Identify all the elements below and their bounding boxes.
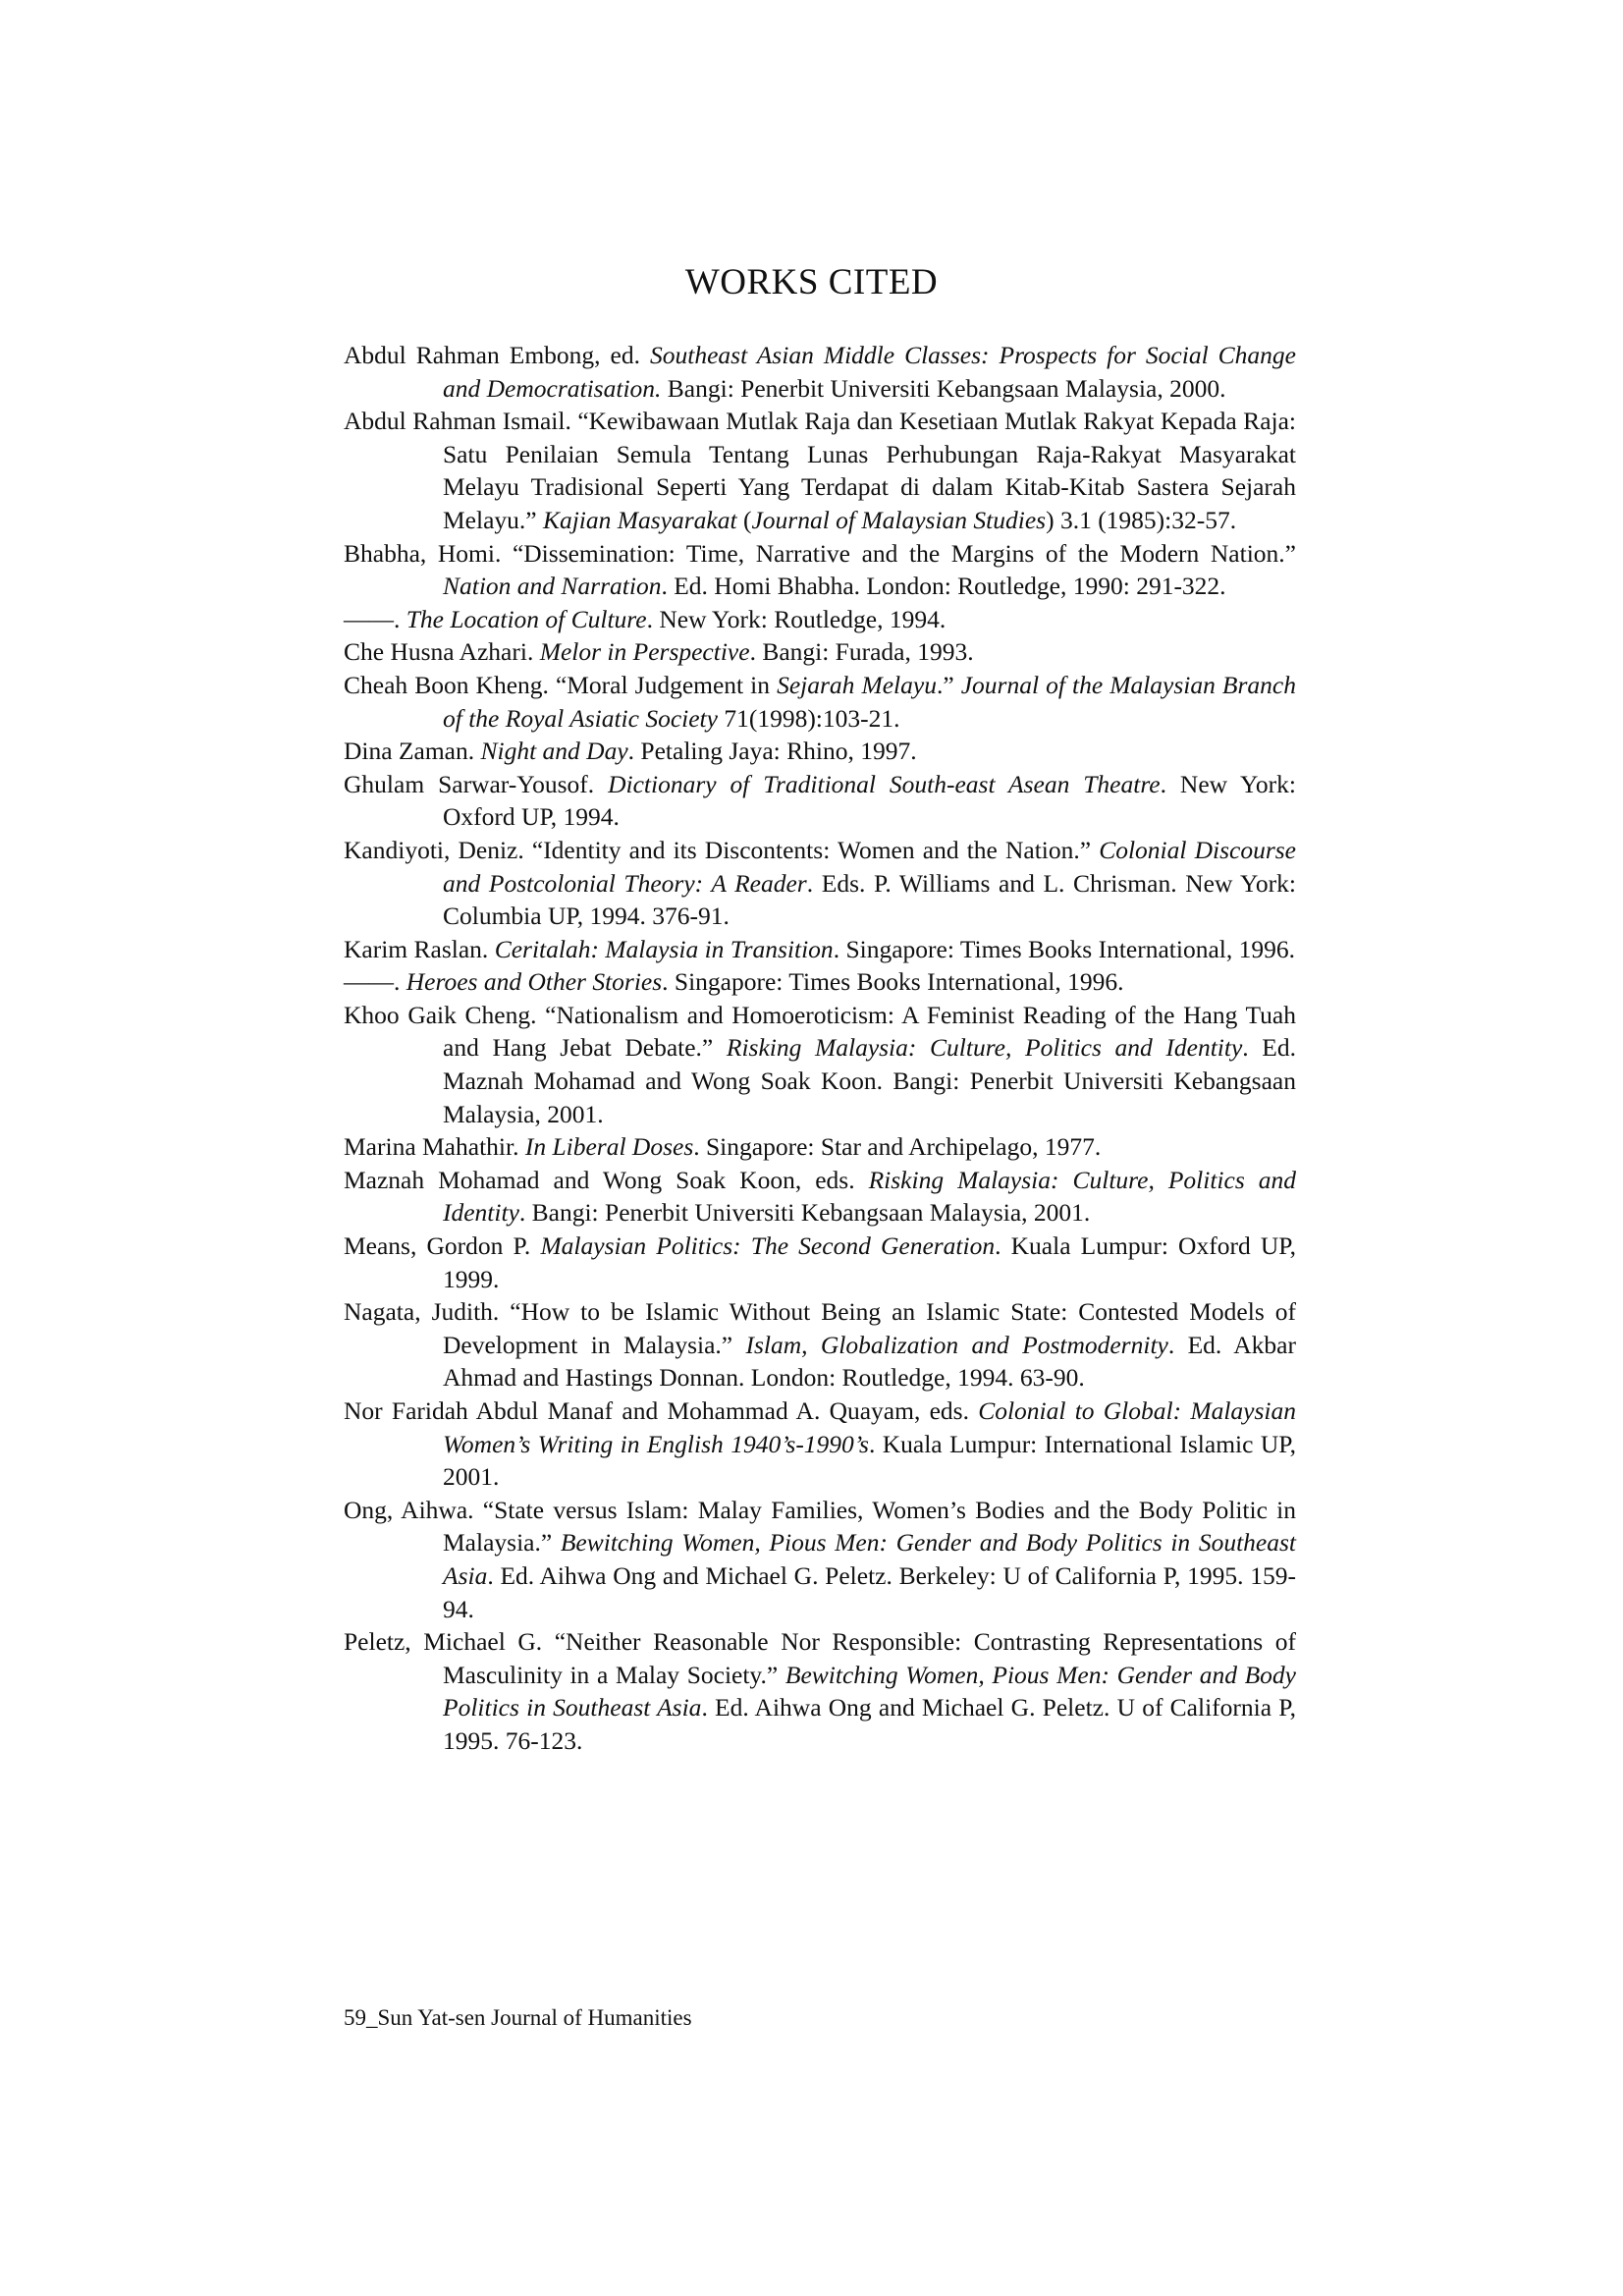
bibliography-entry: Ghulam Sarwar-Yousof. Dictionary of Traditional South-east Asean Theatre. New York: Oxford UP, 1994. xyxy=(344,769,1296,832)
bibliography-entry: ——. The Location of Culture. New York: Routledge, 1994. xyxy=(344,604,947,633)
bibliography-entry: Abdul Rahman Embong, ed. Southeast Asian Middle Classes: Prospects for Social Change and Democratisation. Bangi: Penerbit Universiti Kebangsaan Malaysia, 2000. xyxy=(344,341,1296,403)
bibliography-list xyxy=(344,339,1296,1758)
bibliography-entry: ——. Heroes and Other Stories. Singapore: Times Books International, 1996. xyxy=(344,967,1124,997)
bibliography-entry: Dina Zaman. Night and Day. Petaling Jaya: Rhino, 1997. xyxy=(344,737,917,766)
bibliography-entry: Means, Gordon P. Malaysian Politics: The Second Generation. Kuala Lumpur: Oxford UP, 1999. xyxy=(344,1231,1296,1293)
page-title: WORKS CITED xyxy=(684,262,939,302)
bibliography-entry: Khoo Gaik Cheng. “Nationalism and Homoeroticism: A Feminist Reading of the Hang Tuah and Hang Jebat Debate.” Risking Malaysia: Culture, Politics and Identity. Ed. Maznah Mohamad and Wong Soak Koon. Bangi: Penerbit Universiti Kebangsaan Malaysia, 2001. xyxy=(344,1000,1297,1128)
bibliography-entry: Peletz, Michael G. “Neither Reasonable Nor Responsible: Contrasting Representations of Masculinity in a Malay Society.” Bewitching Women, Pious Men: Gender and Body Politics in Southeast Asia. Ed. Aihwa Ong and Michael G. Peletz. U of California P, 1995. 76-123. xyxy=(344,1627,1296,1755)
bibliography-entry: Maznah Mohamad and Wong Soak Koon, eds. Risking Malaysia: Culture, Politics and Identity. Bangi: Penerbit Universiti Kebangsaan Malaysia, 2001. xyxy=(344,1165,1296,1228)
bibliography-entry: Abdul Rahman Ismail. “Kewibawaan Mutlak Raja dan Kesetiaan Mutlak Rakyat Kepada Raja: Satu Penilaian Semula Tentang Lunas Perhubungan Raja-Rakyat Masyarakat Melayu Tradisional Seperti Yang Terdapat di dalam Kitab-Kitab Sastera Sejarah Melayu.” Kajian Masyarakat (Journal of Malaysian Studies) 3.1 (1985):32-57. xyxy=(344,407,1296,534)
bibliography-entry: Nagata, Judith. “How to be Islamic Without Being an Islamic State: Contested Models of Development in Malaysia.” Islam, Globalization and Postmodernity. Ed. Akbar Ahmad and Hastings Donnan. London: Routledge, 1994. 63-90. xyxy=(344,1297,1296,1393)
page-footer: 59_Sun Yat-sen Journal of Humanities xyxy=(344,2005,692,2030)
bibliography-entry: Kandiyoti, Deniz. “Identity and its Discontents: Women and the Nation.” Colonial Discourse and Postcolonial Theory: A Reader. Eds. P. Williams and L. Chrisman. New York: Columbia UP, 1994. 376-91. xyxy=(344,835,1296,931)
bibliography-entry: Karim Raslan. Ceritalah: Malaysia in Transition. Singapore: Times Books International, 1996. xyxy=(344,934,1296,963)
bibliography-entry: Bhabha, Homi. “Dissemination: Time, Narrative and the Margins of the Modern Nation.” Nation and Narration. Ed. Homi Bhabha. London: Routledge, 1990: 291-322. xyxy=(344,538,1296,601)
bibliography-entry: Nor Faridah Abdul Manaf and Mohammad A. Quayam, eds. Colonial to Global: Malaysian Women’s Writing in English 1940’s-1990’s. Kuala Lumpur: International Islamic UP, 2001. xyxy=(344,1396,1296,1492)
bibliography-entry: Marina Mahathir. In Liberal Doses. Singapore: Star and Archipelago, 1977. xyxy=(344,1132,1102,1162)
bibliography-entry: Cheah Boon Kheng. “Moral Judgement in Sejarah Melayu.” Journal of the Malaysian Branch of the Royal Asiatic Society 71(1998):103-21. xyxy=(344,670,1296,733)
bibliography-entry: Ong, Aihwa. “State versus Islam: Malay Families, Women’s Bodies and the Body Politic in Malaysia.” Bewitching Women, Pious Men: Gender and Body Politics in Southeast Asia. Ed. Aihwa Ong and Michael G. Peletz. Berkeley: U of California P, 1995. 159-94. xyxy=(344,1495,1296,1623)
bibliography-entry: Che Husna Azhari. Melor in Perspective. Bangi: Furada, 1993. xyxy=(344,637,974,667)
